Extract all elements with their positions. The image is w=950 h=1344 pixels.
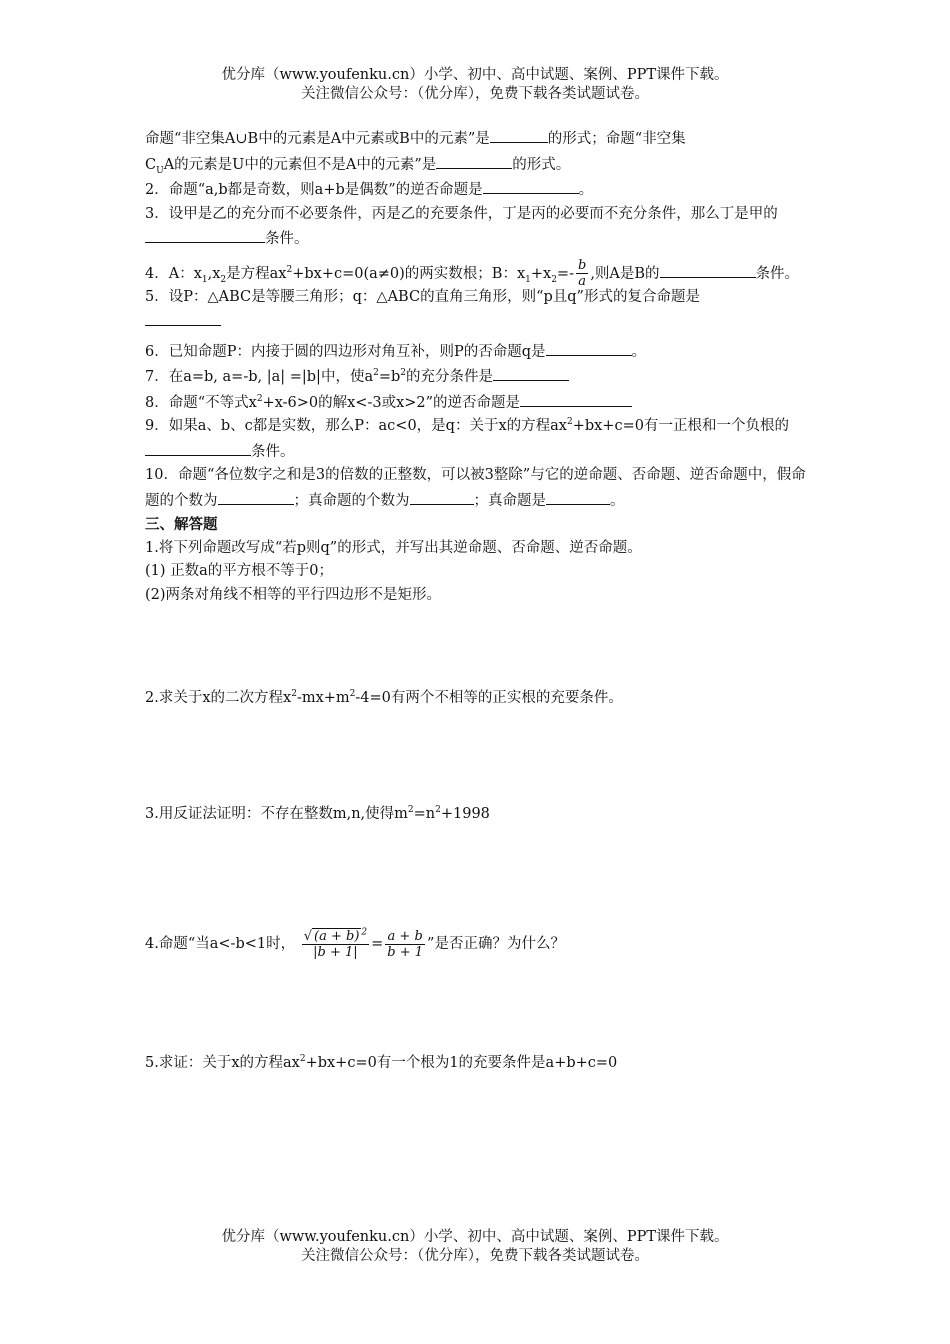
answer-blank[interactable] xyxy=(483,177,579,194)
answer-blank[interactable] xyxy=(660,261,756,278)
question-5: 5．设P：△ABC是等腰三角形；q：△ABC的直角三角形，则“p且q”形式的复合命题是 xyxy=(145,286,810,335)
problem-3: 3.用反证法证明：不存在整数m,n,使得$m^2=n^2+1998$ xyxy=(145,804,490,822)
document-body xyxy=(145,126,810,1076)
fraction-b-over-a: $\frac{b}{a}$ xyxy=(577,258,587,289)
page-header xyxy=(0,66,950,104)
header-line-2: 关注微信公众号：（优分库），免费下载各类试题试卷。 xyxy=(301,86,649,102)
fraction-ab-over-b1: $\frac{a + b}{b + 1}$ xyxy=(387,928,424,960)
header-line-1: 优分库（www.youfenku.cn）小学、初中、高中试题、案例、PPT课件下载。 xyxy=(221,67,729,83)
fill-intro: 命题“非空集A∪B中的元素是A中元素或B中的元素”是 的形式；命题“非空集 $C_UA$的元素是U中的元素但不是A中的元素”是 的形式。 xyxy=(145,126,810,177)
answer-blank[interactable] xyxy=(218,488,294,505)
answer-blank[interactable] xyxy=(546,339,632,356)
problem-2: 2.求关于x的二次方程$x^2-mx+m^2-4=0$有两个不相等的正实根的充要条件。 xyxy=(145,689,623,706)
answer-blank[interactable] xyxy=(493,364,569,381)
answer-blank[interactable] xyxy=(410,488,474,505)
question-6: 6．已知命题P：内接于圆的四边形对角互补，则P的否命题q是 。 xyxy=(145,339,810,365)
question-3: 3．设甲是乙的充分而不必要条件，丙是乙的充要条件，丁是丙的必要而不充分条件，那么丁是甲的条件。 xyxy=(145,205,778,247)
section-title: 三、解答题 xyxy=(145,516,218,533)
answer-blank[interactable] xyxy=(145,226,265,243)
question-8: 8．命题“不等式$x^2+x-6>0$的解x<-3或x>2”的逆否命题是 xyxy=(145,390,810,416)
page-footer xyxy=(0,1228,950,1266)
problem-1-part-2: (2)两条对角线不相等的平行四边形不是矩形。 xyxy=(145,586,442,603)
fraction-sqrt-over-abs: $\frac{√ (a + b) ^2}{|b + 1|}$ xyxy=(303,927,368,960)
question-2: 2．命题“a,b都是奇数，则a+b是偶数”的逆否命题是 。 xyxy=(145,177,810,203)
problem-4: 4.命题“当a<-b<1时， $\frac{√ (a + b) ^2}{|b + 1|}$ = $\frac{a + b}{b + 1}$ ”是否正确？为什么？ xyxy=(145,927,565,960)
problem-5: 5.求证：关于x的方程$ax^2+bx+c=0$有一个根为1的充要条件是a+b+c=0 xyxy=(145,1054,618,1071)
answer-blank[interactable] xyxy=(520,390,632,407)
problem-1: 1.将下列命题改写成“若p则q”的形式，并写出其逆命题、否命题、逆否命题。 xyxy=(145,539,642,556)
problem-1-part-1: (1) 正数a的平方根不等于0； xyxy=(145,563,334,579)
question-10: 10．命题“各位数字之和是3的倍数的正整数，可以被3整除”与它的逆命题、否命题、逆否命题中，假命题的个数为 ；真命题的个数为 ；真命题是 。 xyxy=(145,467,806,509)
answer-blank[interactable] xyxy=(145,309,221,326)
answer-blank[interactable] xyxy=(546,488,610,505)
question-7: 7．在a=b, a=-b, |a| =|b|中，使$a^2=b^2$的充分条件是 xyxy=(145,364,810,390)
question-9: 9．如果a、b、c都是实数，那么P：ac<0，是q：关于x的方程$ax^2+bx+c=0$有一正根和一个负根的条件。 xyxy=(145,417,789,460)
question-4: 4．A：$x_1,x_2$是方程$ax^2+bx+c=0(a\ne 0)$的两实数根；B：$x_1+x_2=-$ $\frac{b}{a}$ ,则A是B的 条件。 xyxy=(145,258,800,289)
answer-blank[interactable] xyxy=(490,126,548,143)
footer-line-2: 关注微信公众号：（优分库），免费下载各类试题试卷。 xyxy=(301,1248,649,1264)
footer-line-1: 优分库（www.youfenku.cn）小学、初中、高中试题、案例、PPT课件下载。 xyxy=(221,1229,729,1245)
answer-blank[interactable] xyxy=(436,152,512,169)
answer-blank[interactable] xyxy=(145,439,251,456)
